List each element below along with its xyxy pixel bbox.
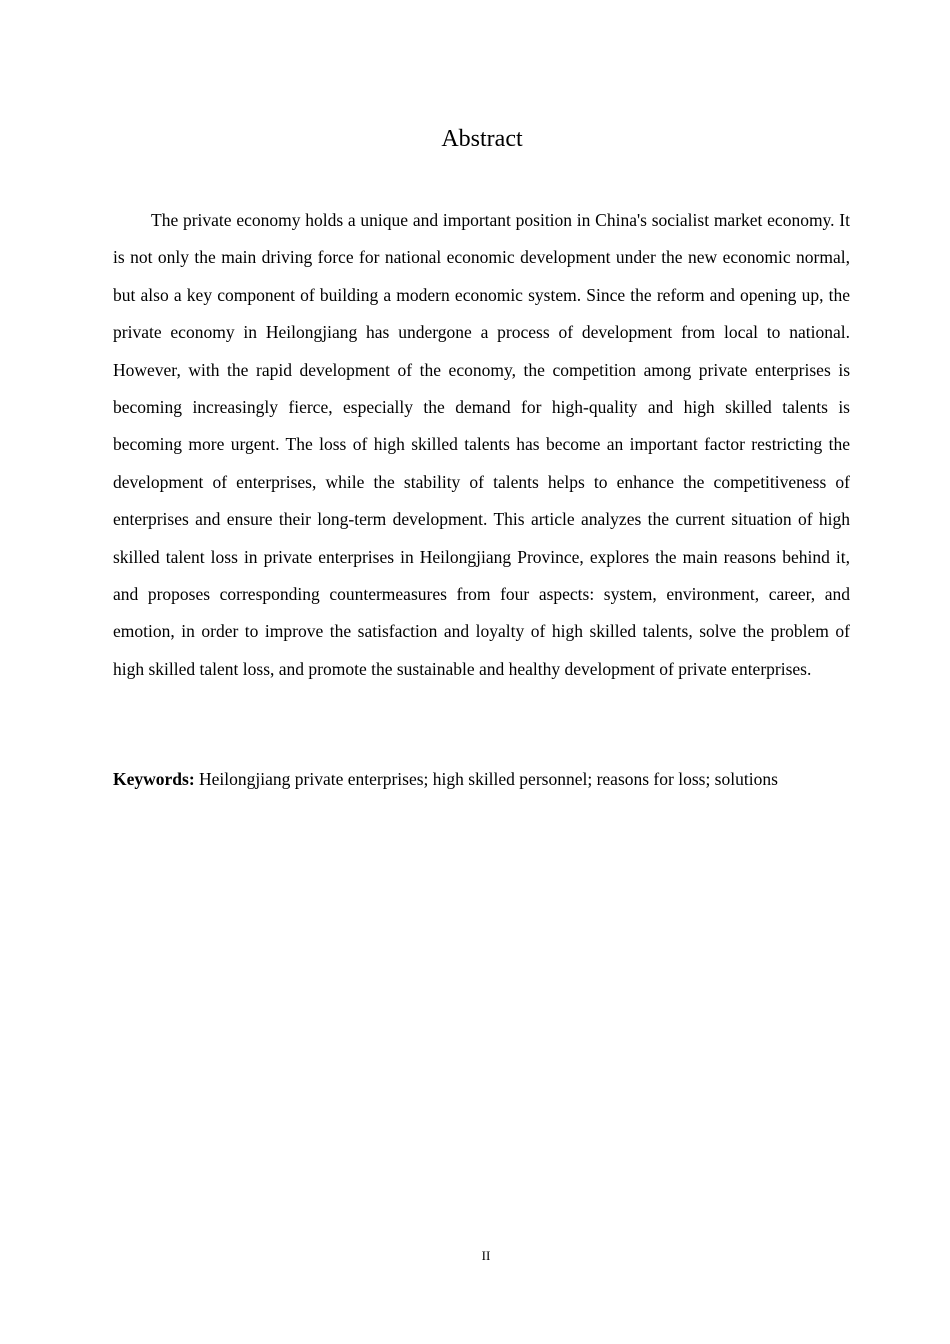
- page-number: II: [481, 1248, 491, 1263]
- abstract-paragraph: The private economy holds a unique and important position in China's socialist market economy. It is not only the main driving force for national economic development under the new economic normal, but also a key component of building a modern economic system. Since the reform and opening up, the private economy in Heilongjiang has undergone a process of development from local to national. However, with the rapid development of the economy, the competition among private enterprises is becoming increasingly fierce, especially the demand for high-quality and high skilled talents is becoming more urgent. The loss of high skilled talents has become an important factor restricting the development of enterprises, while the stability of talents helps to enhance the competitiveness of enterprises and ensure their long-term development. This article analyzes the current situation of high skilled talent loss in private enterprises in Heilongjiang Province, explores the main reasons behind it, and proposes corresponding countermeasures from four aspects: system, environment, career, and emotion, in order to improve the satisfaction and loyalty of high skilled talents, solve the problem of high skilled talent loss, and promote the sustainable and healthy development of private enterprises.: [113, 210, 850, 679]
- keywords-line: [113, 761, 873, 798]
- keywords-text: Heilongjiang private enterprises; high skilled personnel; reasons for loss; solutions: [194, 769, 778, 789]
- keywords-label: Keywords:: [113, 769, 195, 789]
- abstract-title: Abstract: [441, 126, 523, 152]
